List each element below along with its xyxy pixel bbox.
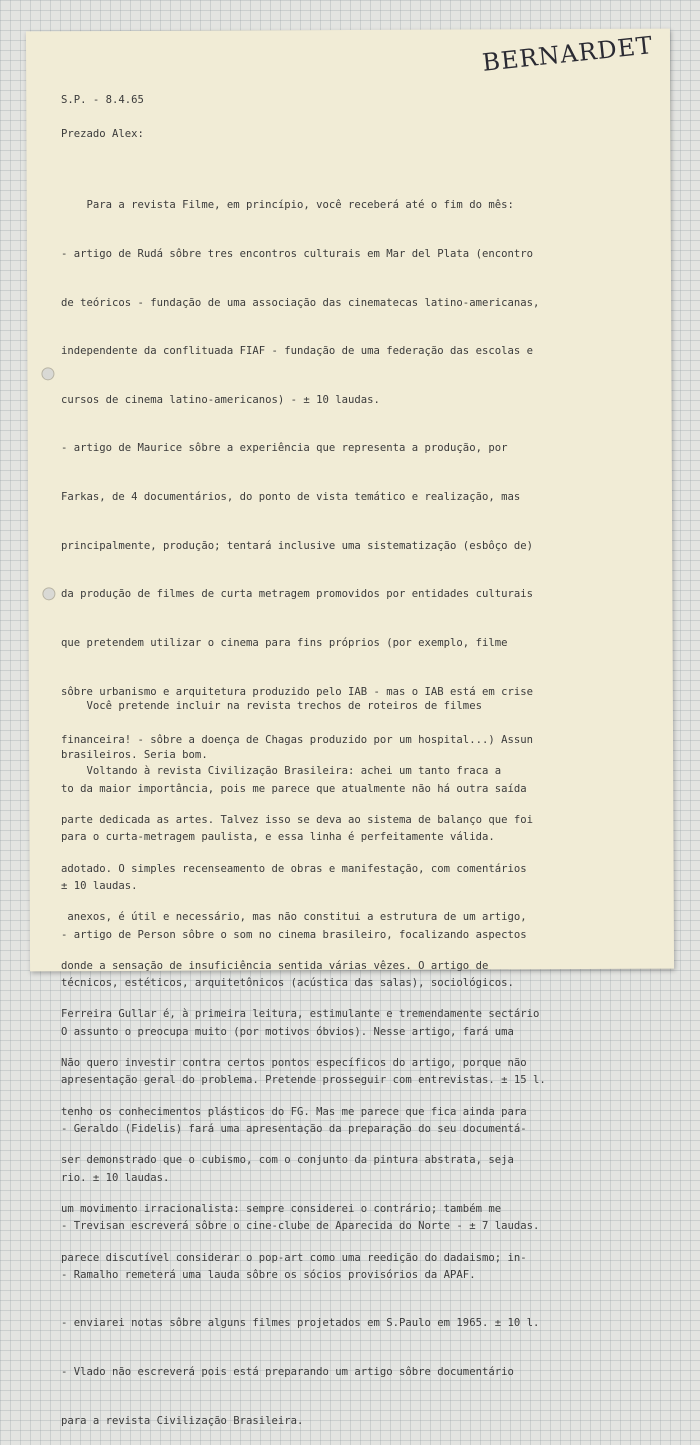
text-line: O assunto o preocupa muito (por motivos óbvios). Nesse artigo, fará uma (61, 1025, 514, 1038)
paragraph-3 (61, 731, 661, 1282)
date-line: S.P. - 8.4.65 (61, 94, 144, 106)
text-line: - artigo de Rudá sôbre tres encontros culturais em Mar del Plata (encontro (61, 248, 533, 261)
text-line: - artigo de Maurice sôbre a experiência que representa a produção, por (61, 442, 508, 455)
punch-hole-bottom (42, 587, 55, 600)
text-line: Para a revista Filme, em princípio, você receberá até o fim do mês: (61, 199, 514, 212)
text-line: financeira! - sôbre a doença de Chagas produzido por um hospital...) Assun (61, 734, 533, 747)
text-line: da produção de filmes de curta metragem promovidos por entidades culturais (61, 588, 533, 601)
text-line: um movimento irracionalista: sempre considerei o contrário; também me (61, 1202, 502, 1215)
text-line: - Ramalho remeterá uma lauda sôbre os sócios provisórios da APAF. (61, 1268, 476, 1281)
handwritten-signature: BERNARDET (481, 31, 655, 77)
text-line: ser demonstrado que o cubismo, com o conjunto da pintura abstrata, seja (61, 1154, 514, 1167)
text-line: técnicos, estéticos, arquitetônicos (acústica das salas), sociológicos. (61, 977, 514, 990)
text-line: brasileiros. Seria bom. (61, 749, 208, 762)
text-line: parte dedicada as artes. Talvez isso se deva ao sistema de balanço que foi (61, 814, 533, 827)
punch-hole-top (41, 367, 54, 380)
text-line: adotado. O simples recenseamento de obras e manifestação, com comentários (61, 862, 527, 875)
text-line: tenho os conhecimentos plásticos do FG. Mas me parece que fica ainda para (61, 1105, 527, 1118)
text-line: Ferreira Gullar é, à primeira leitura, estimulante e tremendamente sectário (61, 1008, 540, 1021)
text-line: rio. ± 10 laudas. (61, 1171, 170, 1184)
text-line: para a revista Civilização Brasileira. (61, 1414, 304, 1427)
text-line: independente da conflituada FIAF - fundação de uma federação das escolas e (61, 345, 533, 358)
text-line: para o curta-metragem paulista, e essa linha é perfeitamente válida. (61, 831, 495, 844)
text-line: Voltando à revista Civilização Brasileira: achei um tanto fraca a (61, 765, 502, 778)
text-line: ± 10 laudas. (61, 879, 138, 892)
text-line: cursos de cinema latino-americanos) - ± 10 laudas. (61, 393, 380, 406)
text-line: Você pretende incluir na revista trechos de roteiros de filmes (61, 700, 482, 713)
text-line: - enviarei notas sôbre alguns filmes projetados em S.Paulo em 1965. ± 10 l. (61, 1317, 540, 1330)
text-line: - artigo de Person sôbre o som no cinema brasileiro, focalizando aspectos (61, 928, 527, 941)
text-line: Farkas, de 4 documentários, do ponto de vista temático e realização, mas (61, 491, 521, 504)
text-line: - Vlado não escreverá pois está preparando um artigo sôbre documentário (61, 1366, 514, 1379)
text-line: Não quero investir contra certos pontos específicos do artigo, porque não (61, 1057, 527, 1070)
text-line: principalmente, produção; tentará inclusive uma sistematização (esbôço de) (61, 539, 533, 552)
salutation: Prezado Alex: (61, 128, 144, 140)
text-line: apresentação geral do problema. Pretende prosseguir com entrevistas. ± 15 l. (61, 1074, 546, 1087)
text-line: parece discutível considerar o pop-art como uma reedição do dadaismo; in- (61, 1251, 527, 1264)
text-line: - Geraldo (Fidelis) fará uma apresentação da preparação do seu documentá- (61, 1122, 527, 1135)
text-line: que pretendem utilizar o cinema para fins próprios (por exemplo, filme (61, 636, 508, 649)
text-line: donde a sensação de insuficiência sentida várias vêzes. O artigo de (61, 959, 489, 972)
text-line: de teóricos - fundação de uma associação das cinematecas latino-americanas, (61, 296, 540, 309)
text-line: sôbre urbanismo e arquitetura produzido pelo IAB - mas o IAB está em crise (61, 685, 533, 698)
text-line: to da maior importância, pois me parece que atualmente não há outra saída (61, 782, 527, 795)
text-line: anexos, é útil e necessário, mas não constitui a estrutura de um artigo, (61, 911, 527, 924)
text-line: - Trevisan escreverá sôbre o cine-clube de Aparecida do Norte - ± 7 laudas. (61, 1220, 540, 1233)
